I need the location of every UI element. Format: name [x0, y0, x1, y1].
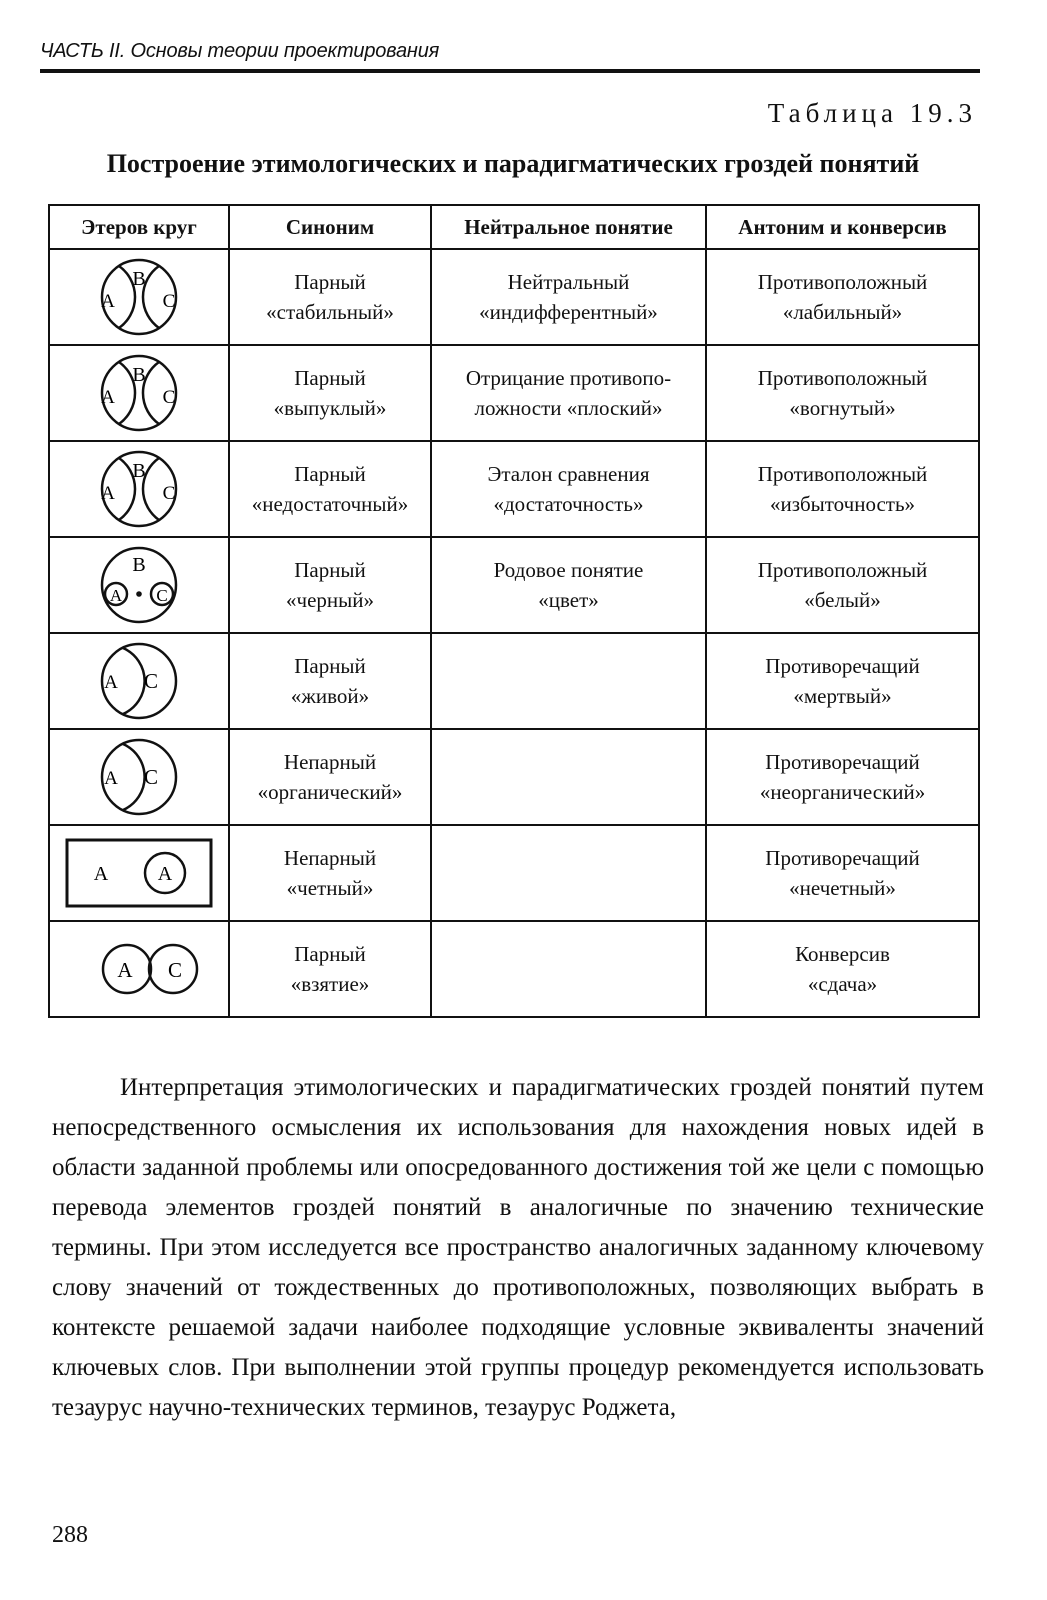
synonym-line-2: «стабильный» [266, 300, 394, 324]
diagram-cell [49, 729, 229, 825]
neutral-line-1: Эталон сравнения [487, 462, 650, 486]
label-a: A [104, 672, 118, 693]
label-b: B [132, 460, 146, 482]
label-a: A [117, 958, 133, 982]
synonym-line-1: Непарный [283, 750, 377, 774]
neutral-cell [431, 825, 706, 921]
table-body [49, 249, 979, 1017]
label-a: A [101, 483, 115, 504]
running-header: ЧАСТЬ II. Основы теории проектирования [40, 40, 440, 62]
label-a: A [104, 768, 118, 789]
diagram-cell [49, 825, 229, 921]
neutral-line-2: ложности «плоский» [474, 396, 663, 420]
antonym-cell [706, 825, 979, 921]
diagram-cell [49, 345, 229, 441]
antonym-cell [706, 633, 979, 729]
ether-diagram [79, 929, 199, 1009]
neutral-cell [431, 345, 706, 441]
diagram-cell [49, 537, 229, 633]
column-header: Антоним и конверсив [706, 205, 979, 249]
label-c: C [162, 387, 176, 408]
synonym-cell [229, 729, 431, 825]
label-c: C [162, 483, 176, 504]
synonym-cell [229, 825, 431, 921]
antonym-line-1: Противоположный [757, 462, 928, 486]
label-a-outside: A [93, 863, 109, 885]
antonym-line-2: «нечетный» [789, 876, 896, 900]
header-rule [40, 69, 980, 73]
antonym-line-2: «сдача» [807, 972, 878, 996]
ether-diagram [79, 353, 199, 433]
column-header: Этеров круг [49, 205, 229, 249]
synonym-line-2: «органический» [257, 780, 403, 804]
synonym-cell [229, 921, 431, 1017]
antonym-cell [706, 537, 979, 633]
antonym-line-1: Противоположный [757, 366, 928, 390]
synonym-line-1: Парный [294, 942, 366, 966]
table-row [49, 345, 979, 441]
antonym-cell [706, 249, 979, 345]
table-row [49, 537, 979, 633]
page-number: 288 [52, 1522, 88, 1548]
label-b: B [132, 554, 146, 576]
concept-table [48, 204, 980, 1018]
antonym-line-2: «лабильный» [782, 300, 903, 324]
neutral-line-2: «цвет» [538, 588, 599, 612]
synonym-cell [229, 249, 431, 345]
label-a: A [101, 387, 115, 408]
table-row [49, 249, 979, 345]
neutral-line-1: Нейтральный [507, 270, 630, 294]
antonym-cell [706, 345, 979, 441]
table-row [49, 633, 979, 729]
table-title: Построение этимологических и парадигматических гроздей понятий [106, 149, 920, 178]
synonym-line-2: «выпуклый» [273, 396, 387, 420]
synonym-line-2: «взятие» [290, 972, 370, 996]
ether-diagram [79, 641, 199, 721]
label-c: C [167, 958, 183, 982]
ether-diagram [79, 545, 199, 625]
label-b: B [132, 268, 146, 290]
body-text [52, 1068, 984, 1428]
universe-box [67, 840, 211, 906]
neutral-cell [431, 441, 706, 537]
neutral-cell [431, 921, 706, 1017]
synonym-cell [229, 537, 431, 633]
label-a: A [101, 291, 115, 312]
label-a-inside: A [157, 863, 173, 885]
antonym-line-1: Конверсив [795, 942, 890, 966]
synonym-line-1: Парный [294, 462, 366, 486]
diagram-cell [49, 249, 229, 345]
ether-diagram [79, 737, 199, 817]
synonym-line-1: Парный [294, 270, 366, 294]
neutral-line-2: «достаточность» [493, 492, 644, 516]
synonym-line-2: «черный» [286, 588, 374, 612]
ether-diagram [79, 257, 199, 337]
synonym-line-1: Парный [294, 366, 366, 390]
antonym-line-2: «неорганический» [759, 780, 926, 804]
antonym-line-1: Противоречащий [765, 846, 920, 870]
column-header: Синоним [229, 205, 431, 249]
synonym-line-1: Непарный [283, 846, 377, 870]
label-c: C [143, 765, 159, 789]
neutral-line-1: Отрицание противопо- [465, 366, 672, 390]
table-row [49, 729, 979, 825]
antonym-line-1: Противоположный [757, 270, 928, 294]
synonym-cell [229, 441, 431, 537]
table-row [49, 825, 979, 921]
arc-left [123, 648, 145, 714]
neutral-cell [431, 729, 706, 825]
antonym-cell [706, 441, 979, 537]
neutral-cell [431, 633, 706, 729]
synonym-line-1: Парный [294, 558, 366, 582]
table-row [49, 441, 979, 537]
table-row [49, 921, 979, 1017]
neutral-line-1: Родовое понятие [493, 558, 644, 582]
table-number: Таблица 19.3 [767, 98, 977, 128]
ether-diagram [61, 833, 217, 913]
label-b: B [132, 364, 146, 386]
antonym-line-2: «белый» [804, 588, 881, 612]
antonym-line-2: «вогнутый» [789, 396, 896, 420]
antonym-cell [706, 921, 979, 1017]
body-paragraph: Интерпретация этимологических и парадигматических гроздей понятий путем непосредственного осмысления их использования для нахождения новых идей в области заданной проблемы или опосредованного достижения той же цели с помощью перевода элементов гроздей понятий в аналогичные по значению технические термины. При этом исследуется все пространство аналогичных заданному ключевому слову значений от тождественных до противоположных, позволяющих выбрать в контексте решаемой задачи наиболее подходящие условные эквиваленты значений ключевых слов. При выполнении этой группы процедур рекомендуется использовать тезаурус научно-технических терминов, тезаурус Роджета, [52, 1074, 984, 1421]
center-dot [136, 591, 142, 597]
neutral-cell [431, 537, 706, 633]
antonym-line-1: Противоречащий [765, 654, 920, 678]
column-header: Нейтральное понятие [431, 205, 706, 249]
antonym-cell [706, 729, 979, 825]
neutral-line-2: «индифферентный» [479, 300, 658, 324]
neutral-cell [431, 249, 706, 345]
diagram-cell [49, 633, 229, 729]
arc-left [123, 744, 145, 810]
antonym-line-1: Противоположный [757, 558, 928, 582]
synonym-line-1: Парный [294, 654, 366, 678]
label-a: A [109, 586, 123, 605]
label-c: C [156, 586, 168, 605]
antonym-line-2: «избыточность» [769, 492, 916, 516]
table-header-row [49, 205, 979, 249]
synonym-line-2: «живой» [290, 684, 370, 708]
synonym-line-2: «четный» [286, 876, 374, 900]
synonym-cell [229, 633, 431, 729]
label-c: C [143, 669, 159, 693]
antonym-line-1: Противоречащий [765, 750, 920, 774]
diagram-cell [49, 921, 229, 1017]
ether-diagram [79, 449, 199, 529]
synonym-line-2: «недостаточный» [251, 492, 409, 516]
synonym-cell [229, 345, 431, 441]
label-c: C [162, 291, 176, 312]
antonym-line-2: «мертвый» [793, 684, 892, 708]
diagram-cell [49, 441, 229, 537]
